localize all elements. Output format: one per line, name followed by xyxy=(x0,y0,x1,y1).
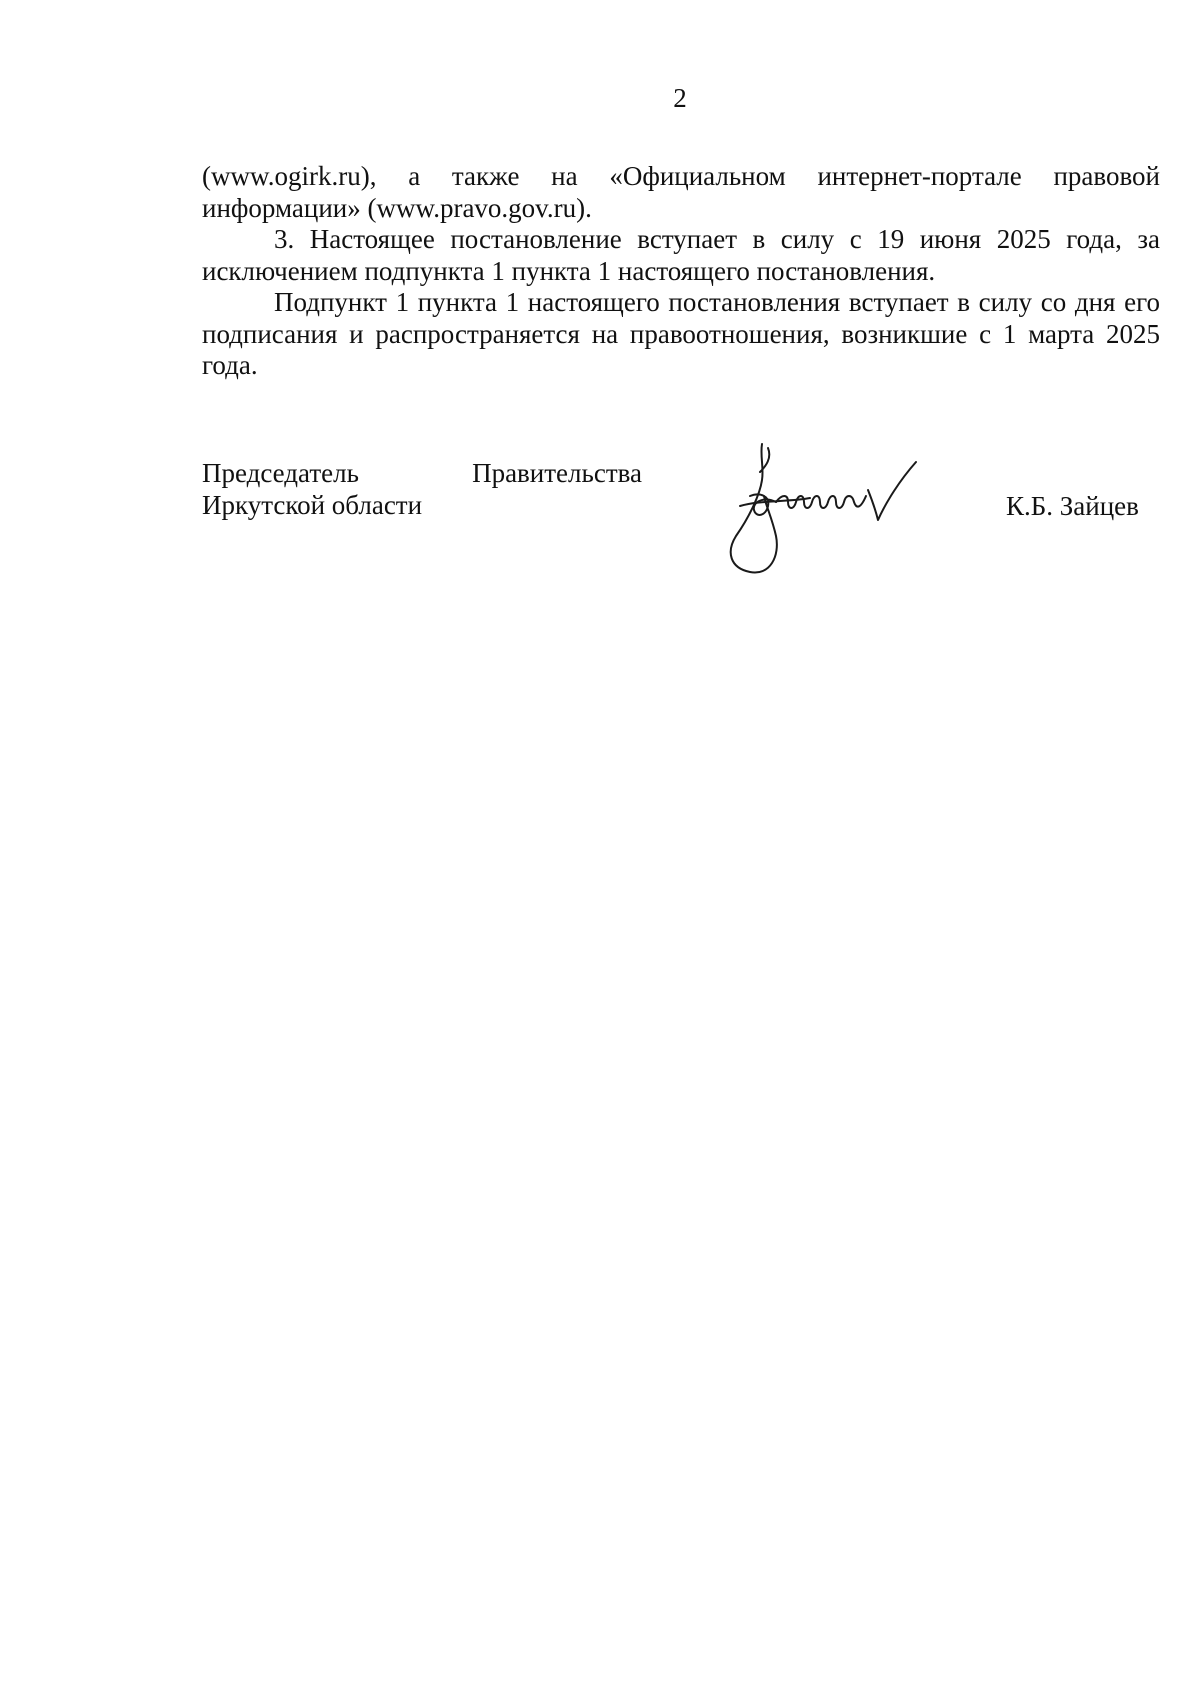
position-word-chairman: Председатель xyxy=(202,458,359,488)
signer-name: К.Б. Зайцев xyxy=(1006,491,1139,521)
signature-block xyxy=(202,458,1160,588)
position-word-government: Правительства xyxy=(472,458,642,488)
signer-position-line-2: Иркутской области xyxy=(202,489,423,520)
paragraph-effective-date: 3. Настоящее постановление вступает в силу с 19 июня 2025 года, за исключением подпункта 1 пункта 1 настоящего постановления. xyxy=(202,224,1160,286)
page-number: 2 xyxy=(673,83,687,113)
paragraph-publication: (www.ogirk.ru), а также на «Официальном интернет-портале правовой информации» (www.pravo.gov.ru). xyxy=(202,161,1160,223)
signer-position-line-1 xyxy=(202,458,642,490)
document-body xyxy=(202,161,1160,382)
handwritten-signature-icon xyxy=(720,436,950,586)
paragraph-subclause-effect: Подпункт 1 пункта 1 настоящего постановления вступает в силу со дня его подписания и распространяется на правоотношения, возникшие с 1 марта 2025 года. xyxy=(202,287,1160,380)
signer-position xyxy=(202,458,642,521)
